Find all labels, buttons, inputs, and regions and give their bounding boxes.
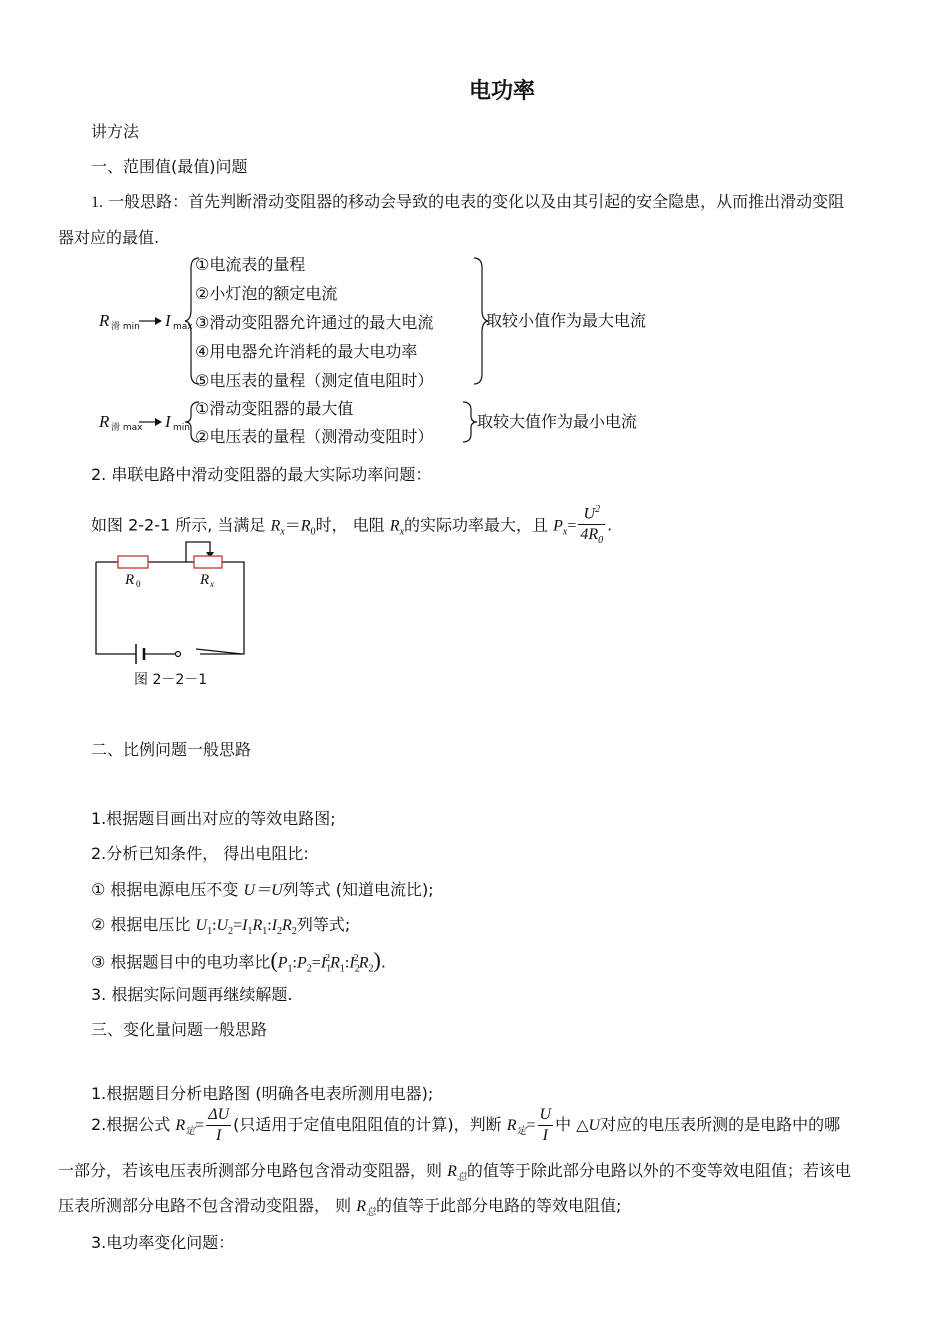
circuit-diagram bbox=[92, 534, 257, 694]
r0-label: R bbox=[125, 572, 135, 588]
s1-p3-part-c: 的实际功率最大，且 bbox=[404, 515, 549, 535]
s1-paragraph-1-cont: 器对应的最值. bbox=[58, 228, 160, 247]
r-slide-max-sub: 滑 max bbox=[111, 423, 143, 433]
page-title: 电功率 bbox=[468, 79, 535, 104]
s1-paragraph-1 bbox=[91, 191, 844, 214]
s1-paragraph-2: 2. 串联电路中滑动变阻器的最大实际功率问题： bbox=[91, 465, 432, 484]
bottom-result: 取较大值作为最小电流 bbox=[477, 412, 638, 431]
bottom-item-2: ②电压表的量程（测滑动变阻时） bbox=[195, 427, 434, 446]
s1-p3-part-b: 电阻 bbox=[352, 515, 385, 535]
rx-label: R bbox=[200, 572, 210, 588]
s1-paragraph-3: 如图 2-2-1 所示, 当满足 $R_x=R_0$时， 电阻 $R_x$的实际功率最大，且 $P_x=$ $\frac{U^2}{4R_0}$ . bbox=[91, 500, 612, 552]
s1-p3-cond: 时， bbox=[315, 515, 348, 535]
top-item-4: ④用电器允许消耗的最大电功率 bbox=[195, 342, 418, 361]
section-2-heading: 二、比例问题一般思路 bbox=[91, 740, 252, 759]
s2-item-1: 1.根据题目画出对应的等效电路图; bbox=[91, 809, 336, 828]
i-max-label: I bbox=[165, 311, 171, 330]
s2-item-3: ① 根据电源电压不变 U＝U列等式 (知道电流比); bbox=[91, 880, 434, 899]
switch-contact bbox=[176, 652, 181, 657]
s3-item-3: 3.电功率变化问题： bbox=[91, 1233, 235, 1252]
px-fraction: $\frac{U^2}{4R_0}$ bbox=[578, 500, 605, 552]
i-min-label: I bbox=[165, 412, 171, 431]
bottom-item-1: ①滑动变阻器的最大值 bbox=[195, 399, 354, 418]
s2-item-2: 2.分析已知条件， 得出电阻比: bbox=[91, 844, 309, 863]
resistor-rx bbox=[194, 556, 222, 568]
limit-bracket-diagram bbox=[95, 252, 685, 452]
method-heading: 讲方法 bbox=[91, 122, 140, 141]
s3-item-1: 1.根据题目分析电路图 (明确各电表所测用电器); bbox=[91, 1084, 434, 1103]
rx-sub: x bbox=[210, 579, 214, 589]
s3-item-2-line-3: 压表所测部分电路不包含滑动变阻器， 则 $R_总$的值等于此部分电路的等效电阻值; bbox=[58, 1196, 622, 1219]
s3-item-2-line-1: 2.根据公式 $R_定=$ $\frac{\Delta U}{I}$ (只适用于定值电阻阻值的计算)，判断 $R_定=$ $\frac{U}{I}$ 中 △U对应的电压表所测的是电路中的哪 bbox=[91, 1106, 841, 1144]
s2-item-6: 3. 根据实际问题再继续解题. bbox=[91, 985, 293, 1004]
section-1-heading: 一、范围值(最值)问题 bbox=[91, 157, 248, 176]
s3-item-2-line-2: 一部分，若该电压表所测部分电路包含滑动变阻器，则 $R_总$的值等于除此部分电路以外的不变等效电阻值；若该电 bbox=[58, 1161, 851, 1184]
r-slide-min-label: R bbox=[99, 311, 110, 330]
section-3-heading: 三、变化量问题一般思路 bbox=[91, 1020, 268, 1039]
top-item-3: ③滑动变阻器允许通过的最大电流 bbox=[195, 313, 434, 332]
top-result: 取较小值作为最大电流 bbox=[486, 311, 647, 330]
top-item-1: ①电流表的量程 bbox=[195, 255, 306, 274]
s2-item-5: ③ 根据题目中的电功率比$(P_1:P_2=I_1^2R_1:I_2^2R_2)$. bbox=[91, 947, 386, 975]
i-min-sub: min bbox=[173, 423, 190, 433]
r0-sub: 0 bbox=[136, 579, 141, 589]
r-slide-min-sub: 滑 min bbox=[111, 322, 140, 332]
resistor-r0 bbox=[118, 556, 148, 568]
s2-item-4: ② 根据电压比 $U_1:U_2=I_1R_1:I_2R_2$列等式; bbox=[91, 915, 351, 938]
top-item-2: ②小灯泡的额定电流 bbox=[195, 284, 338, 303]
circuit-caption: 图 2－2－1 bbox=[134, 672, 208, 688]
right-brace-bottom bbox=[463, 402, 477, 442]
s1-p1-text: 一般思路：首先判断滑动变阻器的移动会导致的电表的变化以及由其引起的安全隐患，从而推出滑动变阻 bbox=[108, 192, 845, 211]
s1-p3-part-a: 如图 2-2-1 所示, 当满足 bbox=[91, 515, 266, 535]
i-max-sub: max bbox=[173, 322, 193, 332]
top-item-5: ⑤电压表的量程（测定值电阻时） bbox=[195, 371, 434, 390]
r-slide-max-label: R bbox=[99, 412, 110, 431]
s1-p1-number: 1. bbox=[91, 194, 103, 211]
